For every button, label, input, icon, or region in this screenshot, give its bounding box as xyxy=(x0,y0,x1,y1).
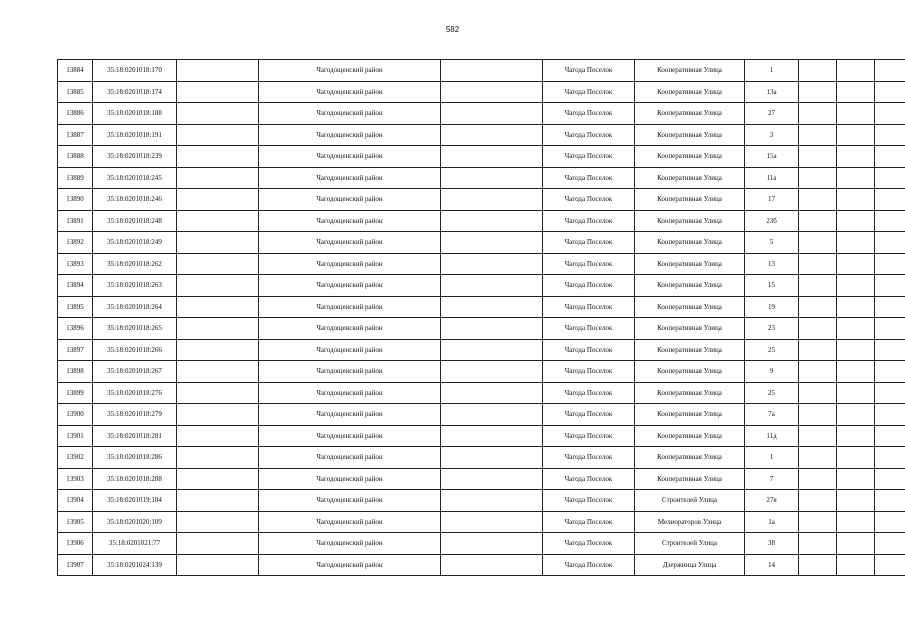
empty-cell xyxy=(837,382,875,404)
district-cell: Чагодощенский район xyxy=(259,404,441,426)
empty-cell xyxy=(875,511,905,533)
row-number-cell: 13886 xyxy=(58,103,93,125)
empty-cell xyxy=(799,232,837,254)
empty-cell xyxy=(441,103,543,125)
empty-cell xyxy=(875,296,905,318)
empty-cell xyxy=(441,425,543,447)
row-number-cell: 13900 xyxy=(58,404,93,426)
house-number-cell: 23б xyxy=(745,210,799,232)
row-number-cell: 13884 xyxy=(58,60,93,82)
cadastral-number-cell: 35:18:0201020:109 xyxy=(93,511,177,533)
empty-cell xyxy=(177,533,259,555)
row-number-cell: 13904 xyxy=(58,490,93,512)
table-row xyxy=(58,189,905,211)
table-row xyxy=(58,404,905,426)
empty-cell xyxy=(875,425,905,447)
house-number-cell: 13 xyxy=(745,253,799,275)
table-row xyxy=(58,554,905,576)
empty-cell xyxy=(177,404,259,426)
empty-cell xyxy=(837,167,875,189)
settlement-cell: Чагода Поселок xyxy=(543,554,635,576)
empty-cell xyxy=(875,210,905,232)
cadastral-number-cell: 35:18:0201018:174 xyxy=(93,81,177,103)
empty-cell xyxy=(177,447,259,469)
house-number-cell: 9 xyxy=(745,361,799,383)
district-cell: Чагодощенский район xyxy=(259,81,441,103)
table-row xyxy=(58,468,905,490)
settlement-cell: Чагода Поселок xyxy=(543,404,635,426)
table-row xyxy=(58,60,905,82)
table-row xyxy=(58,318,905,340)
house-number-cell: 15а xyxy=(745,146,799,168)
empty-cell xyxy=(177,81,259,103)
empty-cell xyxy=(875,339,905,361)
empty-cell xyxy=(441,210,543,232)
settlement-cell: Чагода Поселок xyxy=(543,167,635,189)
house-number-cell: 27 xyxy=(745,103,799,125)
house-number-cell: 5 xyxy=(745,232,799,254)
empty-cell xyxy=(177,339,259,361)
empty-cell xyxy=(177,425,259,447)
empty-cell xyxy=(837,189,875,211)
cadastral-number-cell: 35:18:0201018:264 xyxy=(93,296,177,318)
empty-cell xyxy=(837,81,875,103)
empty-cell xyxy=(837,210,875,232)
district-cell: Чагодощенский район xyxy=(259,296,441,318)
empty-cell xyxy=(441,339,543,361)
empty-cell xyxy=(875,167,905,189)
street-cell: Кооперативная Улица xyxy=(635,124,745,146)
district-cell: Чагодощенский район xyxy=(259,511,441,533)
empty-cell xyxy=(799,318,837,340)
empty-cell xyxy=(177,554,259,576)
empty-cell xyxy=(875,533,905,555)
registry-table xyxy=(57,59,905,576)
empty-cell xyxy=(837,232,875,254)
empty-cell xyxy=(837,490,875,512)
settlement-cell: Чагода Поселок xyxy=(543,210,635,232)
cadastral-number-cell: 35:18:0201018:248 xyxy=(93,210,177,232)
empty-cell xyxy=(799,167,837,189)
row-number-cell: 13899 xyxy=(58,382,93,404)
cadastral-number-cell: 35:18:0201018:239 xyxy=(93,146,177,168)
empty-cell xyxy=(799,490,837,512)
empty-cell xyxy=(177,468,259,490)
house-number-cell: 17 xyxy=(745,189,799,211)
empty-cell xyxy=(441,468,543,490)
street-cell: Кооперативная Улица xyxy=(635,146,745,168)
row-number-cell: 13895 xyxy=(58,296,93,318)
empty-cell xyxy=(441,318,543,340)
row-number-cell: 13898 xyxy=(58,361,93,383)
row-number-cell: 13906 xyxy=(58,533,93,555)
street-cell: Кооперативная Улица xyxy=(635,361,745,383)
empty-cell xyxy=(799,60,837,82)
house-number-cell: 14 xyxy=(745,554,799,576)
empty-cell xyxy=(875,361,905,383)
street-cell: Кооперативная Улица xyxy=(635,60,745,82)
district-cell: Чагодощенский район xyxy=(259,447,441,469)
empty-cell xyxy=(441,60,543,82)
settlement-cell: Чагода Поселок xyxy=(543,339,635,361)
cadastral-number-cell: 35:18:0201024:139 xyxy=(93,554,177,576)
empty-cell xyxy=(837,468,875,490)
empty-cell xyxy=(441,146,543,168)
cadastral-number-cell: 35:18:0201021:77 xyxy=(93,533,177,555)
settlement-cell: Чагода Поселок xyxy=(543,275,635,297)
settlement-cell: Чагода Поселок xyxy=(543,382,635,404)
street-cell: Кооперативная Улица xyxy=(635,468,745,490)
district-cell: Чагодощенский район xyxy=(259,103,441,125)
empty-cell xyxy=(441,189,543,211)
empty-cell xyxy=(875,404,905,426)
house-number-cell: 19 xyxy=(745,296,799,318)
settlement-cell: Чагода Поселок xyxy=(543,124,635,146)
registry-body xyxy=(58,60,905,576)
empty-cell xyxy=(799,210,837,232)
row-number-cell: 13893 xyxy=(58,253,93,275)
empty-cell xyxy=(837,253,875,275)
empty-cell xyxy=(837,318,875,340)
empty-cell xyxy=(799,189,837,211)
house-number-cell: 11а xyxy=(745,167,799,189)
house-number-cell: 25 xyxy=(745,339,799,361)
empty-cell xyxy=(799,554,837,576)
empty-cell xyxy=(177,511,259,533)
street-cell: Дзержинца Улица xyxy=(635,554,745,576)
empty-cell xyxy=(837,361,875,383)
table-row xyxy=(58,103,905,125)
settlement-cell: Чагода Поселок xyxy=(543,361,635,383)
table-row xyxy=(58,511,905,533)
empty-cell xyxy=(441,124,543,146)
empty-cell xyxy=(441,490,543,512)
table-row xyxy=(58,382,905,404)
empty-cell xyxy=(837,447,875,469)
settlement-cell: Чагода Поселок xyxy=(543,425,635,447)
empty-cell xyxy=(837,404,875,426)
district-cell: Чагодощенский район xyxy=(259,339,441,361)
street-cell: Кооперативная Улица xyxy=(635,404,745,426)
empty-cell xyxy=(875,81,905,103)
settlement-cell: Чагода Поселок xyxy=(543,146,635,168)
empty-cell xyxy=(799,511,837,533)
row-number-cell: 13885 xyxy=(58,81,93,103)
empty-cell xyxy=(799,404,837,426)
empty-cell xyxy=(441,275,543,297)
empty-cell xyxy=(875,253,905,275)
settlement-cell: Чагода Поселок xyxy=(543,253,635,275)
table-row xyxy=(58,210,905,232)
district-cell: Чагодощенский район xyxy=(259,253,441,275)
cadastral-number-cell: 35:18:0201018:281 xyxy=(93,425,177,447)
cadastral-number-cell: 35:18:0201018:249 xyxy=(93,232,177,254)
empty-cell xyxy=(799,296,837,318)
cadastral-number-cell: 35:18:0201018:267 xyxy=(93,361,177,383)
table-row xyxy=(58,253,905,275)
cadastral-number-cell: 35:18:0201018:170 xyxy=(93,60,177,82)
street-cell: Кооперативная Улица xyxy=(635,81,745,103)
street-cell: Кооперативная Улица xyxy=(635,167,745,189)
street-cell: Кооперативная Улица xyxy=(635,275,745,297)
empty-cell xyxy=(441,232,543,254)
empty-cell xyxy=(837,275,875,297)
row-number-cell: 13889 xyxy=(58,167,93,189)
empty-cell xyxy=(177,167,259,189)
house-number-cell: 25 xyxy=(745,382,799,404)
street-cell: Кооперативная Улица xyxy=(635,447,745,469)
settlement-cell: Чагода Поселок xyxy=(543,447,635,469)
row-number-cell: 13903 xyxy=(58,468,93,490)
cadastral-number-cell: 35:18:0201018:265 xyxy=(93,318,177,340)
empty-cell xyxy=(837,511,875,533)
empty-cell xyxy=(177,382,259,404)
district-cell: Чагодощенский район xyxy=(259,425,441,447)
empty-cell xyxy=(837,296,875,318)
empty-cell xyxy=(441,533,543,555)
house-number-cell: 1а xyxy=(745,511,799,533)
empty-cell xyxy=(177,318,259,340)
empty-cell xyxy=(799,382,837,404)
settlement-cell: Чагода Поселок xyxy=(543,490,635,512)
house-number-cell: 23 xyxy=(745,318,799,340)
row-number-cell: 13890 xyxy=(58,189,93,211)
district-cell: Чагодощенский район xyxy=(259,554,441,576)
street-cell: Строителей Улица xyxy=(635,533,745,555)
district-cell: Чагодощенский район xyxy=(259,490,441,512)
street-cell: Мелиораторов Улица xyxy=(635,511,745,533)
cadastral-number-cell: 35:18:0201018:263 xyxy=(93,275,177,297)
settlement-cell: Чагода Поселок xyxy=(543,103,635,125)
table-row xyxy=(58,81,905,103)
settlement-cell: Чагода Поселок xyxy=(543,60,635,82)
empty-cell xyxy=(875,189,905,211)
street-cell: Кооперативная Улица xyxy=(635,253,745,275)
street-cell: Кооперативная Улица xyxy=(635,296,745,318)
empty-cell xyxy=(837,554,875,576)
cadastral-number-cell: 35:18:0201019:184 xyxy=(93,490,177,512)
empty-cell xyxy=(441,447,543,469)
district-cell: Чагодощенский район xyxy=(259,146,441,168)
empty-cell xyxy=(837,124,875,146)
district-cell: Чагодощенский район xyxy=(259,275,441,297)
table-row xyxy=(58,146,905,168)
page-number: 582 xyxy=(445,25,460,34)
empty-cell xyxy=(799,468,837,490)
house-number-cell: 1 xyxy=(745,60,799,82)
house-number-cell: 7а xyxy=(745,404,799,426)
empty-cell xyxy=(875,60,905,82)
empty-cell xyxy=(177,189,259,211)
empty-cell xyxy=(441,404,543,426)
empty-cell xyxy=(799,361,837,383)
settlement-cell: Чагода Поселок xyxy=(543,511,635,533)
empty-cell xyxy=(441,361,543,383)
empty-cell xyxy=(837,339,875,361)
empty-cell xyxy=(837,60,875,82)
cadastral-number-cell: 35:18:0201018:245 xyxy=(93,167,177,189)
empty-cell xyxy=(177,490,259,512)
street-cell: Кооперативная Улица xyxy=(635,425,745,447)
empty-cell xyxy=(177,146,259,168)
district-cell: Чагодощенский район xyxy=(259,533,441,555)
settlement-cell: Чагода Поселок xyxy=(543,296,635,318)
table-row xyxy=(58,447,905,469)
house-number-cell: 11д xyxy=(745,425,799,447)
empty-cell xyxy=(875,490,905,512)
empty-cell xyxy=(799,103,837,125)
cadastral-number-cell: 35:18:0201018:266 xyxy=(93,339,177,361)
empty-cell xyxy=(441,253,543,275)
table-row xyxy=(58,533,905,555)
empty-cell xyxy=(799,146,837,168)
row-number-cell: 13907 xyxy=(58,554,93,576)
row-number-cell: 13902 xyxy=(58,447,93,469)
settlement-cell: Чагода Поселок xyxy=(543,81,635,103)
street-cell: Кооперативная Улица xyxy=(635,103,745,125)
cadastral-number-cell: 35:18:0201018:191 xyxy=(93,124,177,146)
empty-cell xyxy=(177,103,259,125)
house-number-cell: 1 xyxy=(745,447,799,469)
empty-cell xyxy=(177,232,259,254)
empty-cell xyxy=(441,296,543,318)
street-cell: Кооперативная Улица xyxy=(635,189,745,211)
empty-cell xyxy=(441,167,543,189)
cadastral-number-cell: 35:18:0201018:246 xyxy=(93,189,177,211)
empty-cell xyxy=(177,124,259,146)
row-number-cell: 13887 xyxy=(58,124,93,146)
empty-cell xyxy=(875,468,905,490)
empty-cell xyxy=(875,146,905,168)
empty-cell xyxy=(875,318,905,340)
empty-cell xyxy=(875,232,905,254)
row-number-cell: 13888 xyxy=(58,146,93,168)
empty-cell xyxy=(441,554,543,576)
district-cell: Чагодощенский район xyxy=(259,210,441,232)
house-number-cell: 15 xyxy=(745,275,799,297)
cadastral-number-cell: 35:18:0201018:262 xyxy=(93,253,177,275)
table-row xyxy=(58,490,905,512)
cadastral-number-cell: 35:18:0201018:188 xyxy=(93,103,177,125)
settlement-cell: Чагода Поселок xyxy=(543,318,635,340)
empty-cell xyxy=(875,103,905,125)
street-cell: Кооперативная Улица xyxy=(635,210,745,232)
empty-cell xyxy=(177,296,259,318)
settlement-cell: Чагода Поселок xyxy=(543,468,635,490)
empty-cell xyxy=(837,425,875,447)
row-number-cell: 13892 xyxy=(58,232,93,254)
empty-cell xyxy=(177,210,259,232)
table-row xyxy=(58,167,905,189)
row-number-cell: 13891 xyxy=(58,210,93,232)
district-cell: Чагодощенский район xyxy=(259,60,441,82)
row-number-cell: 13896 xyxy=(58,318,93,340)
empty-cell xyxy=(837,146,875,168)
table-row xyxy=(58,296,905,318)
table-row xyxy=(58,425,905,447)
district-cell: Чагодощенский район xyxy=(259,167,441,189)
empty-cell xyxy=(441,81,543,103)
table-row xyxy=(58,124,905,146)
cadastral-number-cell: 35:18:0201018:288 xyxy=(93,468,177,490)
street-cell: Строителей Улица xyxy=(635,490,745,512)
settlement-cell: Чагода Поселок xyxy=(543,189,635,211)
empty-cell xyxy=(177,253,259,275)
district-cell: Чагодощенский район xyxy=(259,232,441,254)
house-number-cell: 3 xyxy=(745,124,799,146)
empty-cell xyxy=(799,447,837,469)
empty-cell xyxy=(177,60,259,82)
empty-cell xyxy=(799,253,837,275)
row-number-cell: 13905 xyxy=(58,511,93,533)
district-cell: Чагодощенский район xyxy=(259,468,441,490)
cadastral-number-cell: 35:18:0201018:286 xyxy=(93,447,177,469)
row-number-cell: 13901 xyxy=(58,425,93,447)
street-cell: Кооперативная Улица xyxy=(635,232,745,254)
empty-cell xyxy=(177,275,259,297)
empty-cell xyxy=(875,554,905,576)
empty-cell xyxy=(875,124,905,146)
street-cell: Кооперативная Улица xyxy=(635,339,745,361)
table-row xyxy=(58,275,905,297)
table-row xyxy=(58,339,905,361)
empty-cell xyxy=(441,511,543,533)
cadastral-number-cell: 35:18:0201018:276 xyxy=(93,382,177,404)
empty-cell xyxy=(875,382,905,404)
row-number-cell: 13897 xyxy=(58,339,93,361)
house-number-cell: 7 xyxy=(745,468,799,490)
empty-cell xyxy=(441,382,543,404)
row-number-cell: 13894 xyxy=(58,275,93,297)
table-row xyxy=(58,361,905,383)
settlement-cell: Чагода Поселок xyxy=(543,232,635,254)
district-cell: Чагодощенский район xyxy=(259,318,441,340)
cadastral-number-cell: 35:18:0201018:279 xyxy=(93,404,177,426)
district-cell: Чагодощенский район xyxy=(259,189,441,211)
empty-cell xyxy=(799,81,837,103)
empty-cell xyxy=(177,361,259,383)
empty-cell xyxy=(875,275,905,297)
empty-cell xyxy=(799,124,837,146)
empty-cell xyxy=(799,425,837,447)
empty-cell xyxy=(875,447,905,469)
settlement-cell: Чагода Поселок xyxy=(543,533,635,555)
table-row xyxy=(58,232,905,254)
street-cell: Кооперативная Улица xyxy=(635,382,745,404)
district-cell: Чагодощенский район xyxy=(259,361,441,383)
district-cell: Чагодощенский район xyxy=(259,124,441,146)
empty-cell xyxy=(837,103,875,125)
empty-cell xyxy=(837,533,875,555)
house-number-cell: 38 xyxy=(745,533,799,555)
house-number-cell: 27в xyxy=(745,490,799,512)
empty-cell xyxy=(799,533,837,555)
empty-cell xyxy=(799,275,837,297)
empty-cell xyxy=(799,339,837,361)
district-cell: Чагодощенский район xyxy=(259,382,441,404)
street-cell: Кооперативная Улица xyxy=(635,318,745,340)
house-number-cell: 13а xyxy=(745,81,799,103)
